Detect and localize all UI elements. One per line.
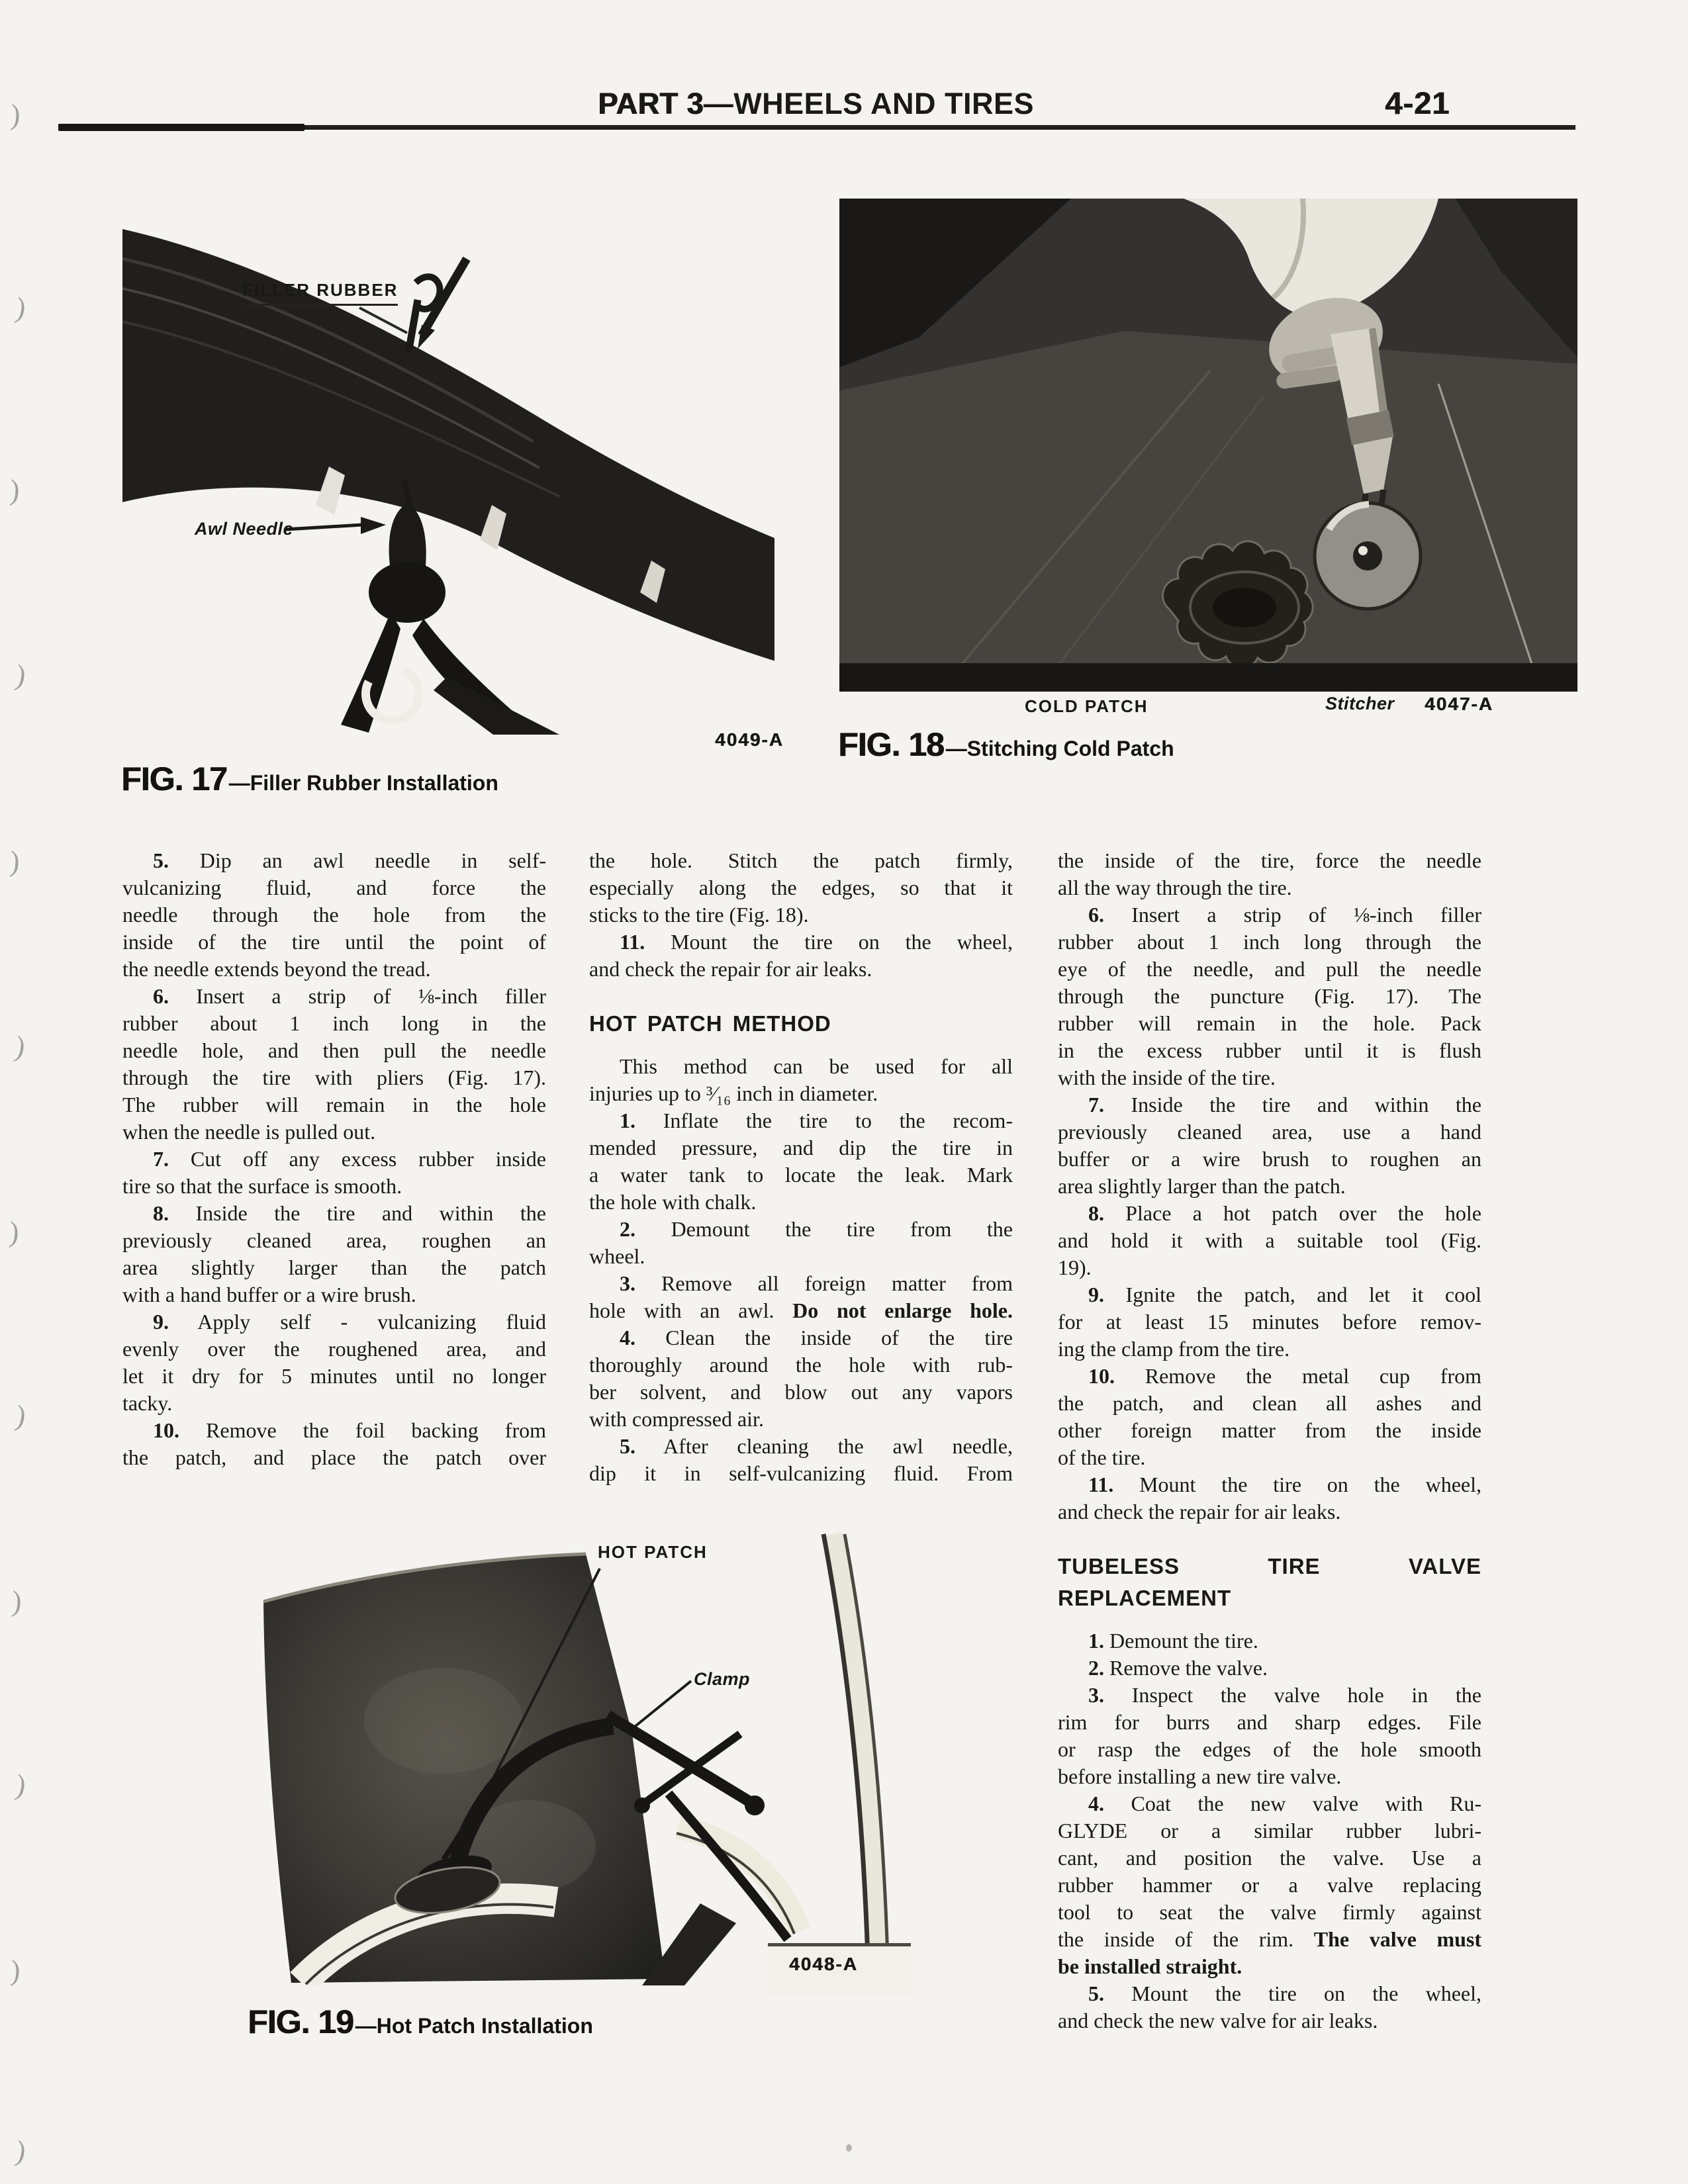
text: eye of the needle, and pull the needle <box>1058 957 1481 981</box>
binding-scan-mark: ) <box>12 1030 28 1064</box>
bold-text: be installed straight. <box>1058 1954 1243 1978</box>
binding-scan-mark: ) <box>9 473 21 507</box>
text-line <box>1058 1417 1481 1444</box>
text-line <box>122 1010 546 1037</box>
bold-text: 8. <box>1088 1201 1104 1225</box>
text-line <box>589 874 1013 901</box>
text: and check the new valve for air leaks. <box>1058 2009 1378 2032</box>
paragraph <box>122 1146 546 1200</box>
text-line <box>122 1118 546 1146</box>
text-line <box>1058 1899 1481 1926</box>
text-line <box>589 1134 1013 1161</box>
text: The rubber will remain in the hole <box>122 1093 546 1116</box>
paragraph <box>1058 847 1481 901</box>
text-line <box>1058 1200 1481 1227</box>
text-line <box>1058 1010 1481 1037</box>
text: Remove the foil backing from <box>179 1418 546 1442</box>
text: of the tire. <box>1058 1445 1146 1469</box>
text: REPLACEMENT <box>1058 1586 1232 1610</box>
text-line <box>589 1189 1013 1216</box>
clamp-annotation: Clamp <box>694 1669 751 1689</box>
paragraph <box>1058 1790 1481 1980</box>
text: dip it in self-vulcanizing fluid. From <box>589 1461 1013 1485</box>
paragraph <box>1058 1200 1481 1281</box>
header-rule-heavy-segment <box>58 124 305 131</box>
text-line <box>589 1460 1013 1487</box>
text-line <box>589 1406 1013 1433</box>
bold-text: 3. <box>1088 1683 1104 1707</box>
text: all the way through the tire. <box>1058 876 1292 899</box>
bold-text: 5. <box>620 1434 635 1458</box>
paragraph <box>1058 1627 1481 1655</box>
binding-scan-mark: ) <box>9 98 22 132</box>
paragraph <box>122 1308 546 1417</box>
text: Ignite the patch, and let it cool <box>1104 1283 1481 1306</box>
text: area slightly larger than the patch <box>122 1255 546 1279</box>
text-line <box>1058 1173 1481 1200</box>
paragraph <box>589 847 1013 929</box>
binding-scan-mark: ) <box>13 2134 28 2168</box>
text-line <box>122 1200 546 1227</box>
text-line <box>589 1216 1013 1243</box>
text: rubber will remain in the hole. Pack <box>1058 1011 1481 1035</box>
text: sticks to the tire (Fig. 18). <box>589 903 809 927</box>
text-line <box>122 983 546 1010</box>
text: hole with an awl. <box>589 1298 793 1322</box>
text-line <box>1058 1227 1481 1254</box>
text-line <box>1058 2007 1481 2034</box>
scan-speck <box>846 2144 852 2152</box>
text: especially along the edges, so that it <box>589 876 1013 899</box>
paragraph <box>589 1053 1013 1107</box>
stitcher-annotation: Stitcher <box>1325 694 1395 713</box>
text: the patch, and place the patch over <box>122 1445 546 1469</box>
text: Dip an awl needle in self- <box>169 848 546 872</box>
text-line <box>122 1444 546 1471</box>
section-title: —WHEELS AND TIRES <box>703 87 1035 120</box>
text-line <box>122 874 546 901</box>
text-line <box>1058 1844 1481 1872</box>
text-line <box>589 1379 1013 1406</box>
text-line <box>122 1281 546 1308</box>
paragraph <box>122 847 546 983</box>
text: thoroughly around the hole with rub- <box>589 1353 1013 1377</box>
binding-scan-mark: ) <box>13 1399 28 1433</box>
text: Cut off any excess rubber inside <box>169 1147 546 1171</box>
bold-text: 4. <box>1088 1792 1104 1815</box>
bold-text: 4. <box>620 1326 635 1349</box>
text-line <box>1058 901 1481 929</box>
text: let it dry for 5 minutes until no longer <box>122 1364 546 1388</box>
paragraph <box>589 1107 1013 1216</box>
paragraph <box>1058 1682 1481 1790</box>
paragraph <box>1058 1980 1481 2034</box>
text-line <box>589 1161 1013 1189</box>
text-line <box>1058 1980 1481 2007</box>
bold-text: 7. <box>153 1147 169 1171</box>
cold-patch-annotation: COLD PATCH <box>1025 696 1149 716</box>
text-line <box>1058 1390 1481 1417</box>
paragraph <box>1058 1281 1481 1363</box>
text-line <box>589 1351 1013 1379</box>
figure-18-photo <box>839 199 1577 692</box>
text-line <box>589 929 1013 956</box>
text-line <box>1058 1682 1481 1709</box>
binding-scan-mark: ) <box>13 659 28 692</box>
text: before installing a new tire valve. <box>1058 1764 1342 1788</box>
text-line <box>589 1324 1013 1351</box>
text-line <box>122 847 546 874</box>
page-title <box>598 87 1034 121</box>
text-line <box>589 1053 1013 1080</box>
paragraph <box>589 1433 1013 1487</box>
text: tool to seat the valve firmly against <box>1058 1900 1481 1924</box>
figure-17-caption-text: —Filler Rubber Installation <box>228 771 498 795</box>
bold-text: 6. <box>1088 903 1104 927</box>
text-line <box>1058 1817 1481 1844</box>
figure-17-caption-number: FIG. 17 <box>121 760 227 797</box>
text: Insert a strip of ⅛-inch filler <box>169 984 546 1008</box>
text-line <box>1058 1709 1481 1736</box>
binding-scan-mark: ) <box>9 844 21 878</box>
figure-19-caption-number: FIG. 19 <box>248 2003 353 2040</box>
text-line <box>1058 1763 1481 1790</box>
text: tacky. <box>122 1391 173 1415</box>
text: through the puncture (Fig. 17). The <box>1058 984 1481 1008</box>
text-line <box>1058 1254 1481 1281</box>
binding-scan-mark: ) <box>13 1768 28 1802</box>
text: Inside the tire and within the <box>169 1201 546 1225</box>
text-line <box>1058 1627 1481 1655</box>
text: rubber about 1 inch long through the <box>1058 930 1481 954</box>
page-number: 4-21 <box>1385 85 1450 120</box>
text: Mount the tire on the wheel, <box>1113 1473 1481 1496</box>
text: evenly over the roughened area, and <box>122 1337 546 1361</box>
text-line <box>1058 1655 1481 1682</box>
text: the needle extends beyond the tread. <box>122 957 431 981</box>
text: Inflate the tire to the recom- <box>635 1109 1013 1132</box>
text: Demount the tire. <box>1104 1629 1258 1653</box>
text-line <box>589 1008 1013 1040</box>
text-line <box>1058 1444 1481 1471</box>
text-line <box>1058 1091 1481 1118</box>
text-line <box>1058 1118 1481 1146</box>
text-line <box>122 1417 546 1444</box>
figure-19-caption-text: —Hot Patch Installation <box>355 2014 593 2038</box>
text-line <box>1058 1064 1481 1091</box>
text-line <box>1058 847 1481 874</box>
text-line <box>122 1254 546 1281</box>
text: through the tire with pliers (Fig. 17). <box>122 1066 546 1089</box>
binding-scan-mark: ) <box>13 291 28 325</box>
text-line <box>589 1270 1013 1297</box>
text: for at least 15 minutes before remov- <box>1058 1310 1481 1334</box>
text-line <box>589 847 1013 874</box>
text: vulcanizing fluid, and force the <box>122 876 546 899</box>
text: Inspect the valve hole in the <box>1104 1683 1481 1707</box>
text-line <box>122 1363 546 1390</box>
text-line <box>122 1336 546 1363</box>
text: buffer or a wire brush to roughen an <box>1058 1147 1481 1171</box>
text: needle through the hole from the <box>122 903 546 927</box>
text: and check the repair for air leaks. <box>589 957 872 981</box>
text: rim for burrs and sharp edges. File <box>1058 1710 1481 1734</box>
bold-text: 10. <box>153 1418 179 1442</box>
figure-17-caption <box>121 760 498 798</box>
paragraph <box>1058 1363 1481 1471</box>
paragraph <box>122 983 546 1146</box>
text: with a hand buffer or a wire brush. <box>122 1283 416 1306</box>
figure-18-code: 4047-A <box>1425 694 1493 714</box>
text: Apply self - vulcanizing fluid <box>169 1310 546 1334</box>
text: cant, and position the valve. Use a <box>1058 1846 1481 1870</box>
paragraph <box>1058 1471 1481 1525</box>
text-line <box>122 1308 546 1336</box>
paragraph <box>122 1417 546 1471</box>
awl-needle-annotation: Awl Needle <box>195 519 294 539</box>
paragraph <box>1058 1655 1481 1682</box>
bold-text: 11. <box>620 930 645 954</box>
figure-17-code: 4049-A <box>715 729 784 750</box>
text: wheel. <box>589 1244 645 1268</box>
text-line <box>1058 1953 1481 1980</box>
text: the patch, and clean all ashes and <box>1058 1391 1481 1415</box>
paragraph <box>1058 901 1481 1091</box>
text: Inside the tire and within the <box>1104 1093 1481 1116</box>
text-line <box>1058 1790 1481 1817</box>
paragraph <box>589 1324 1013 1433</box>
text-line <box>122 1091 546 1118</box>
text-line <box>122 1390 546 1417</box>
text: with the inside of the tire. <box>1058 1066 1276 1089</box>
text: with compressed air. <box>589 1407 764 1431</box>
text: Mount the tire on the wheel, <box>645 930 1013 954</box>
paragraph <box>122 1200 546 1308</box>
text: rubber about 1 inch long in the <box>122 1011 546 1035</box>
text-line <box>122 1173 546 1200</box>
bold-text: 6. <box>153 984 169 1008</box>
bold-text: 9. <box>1088 1283 1104 1306</box>
text: the inside of the tire, force the needle <box>1058 848 1481 872</box>
section-heading <box>589 1008 1013 1040</box>
text-line <box>589 1297 1013 1324</box>
text-line <box>1058 1471 1481 1498</box>
text: when the needle is pulled out. <box>122 1120 376 1144</box>
figure-18-caption <box>838 725 1174 764</box>
text-line <box>1058 1551 1481 1582</box>
text-line <box>589 901 1013 929</box>
section-heading <box>1058 1551 1481 1614</box>
filler-rubber-annotation: FILLER RUBBER <box>242 280 398 306</box>
text: Coat the new valve with Ru- <box>1104 1792 1481 1815</box>
text-line <box>1058 1926 1481 1953</box>
text-line <box>1058 1582 1481 1614</box>
figure-18-caption-number: FIG. 18 <box>838 726 944 763</box>
bold-text: The valve must <box>1313 1927 1481 1951</box>
text: GLYDE or a similar rubber lubri- <box>1058 1819 1481 1843</box>
text: Demount the tire from the <box>635 1217 1013 1241</box>
bold-text: 1. <box>1088 1629 1104 1653</box>
bold-text: 8. <box>153 1201 169 1225</box>
text-line <box>1058 1037 1481 1064</box>
text: TUBELESS TIRE VALVE <box>1058 1554 1481 1578</box>
text: Clean the inside of the tire <box>635 1326 1013 1349</box>
bold-text: 5. <box>1088 1981 1104 2005</box>
text: needle hole, and then pull the needle <box>122 1038 546 1062</box>
text-line <box>1058 983 1481 1010</box>
text-line <box>589 1433 1013 1460</box>
text: This method can be used for all <box>620 1054 1013 1078</box>
text-line <box>1058 1736 1481 1763</box>
part-number-title: PART 3 <box>598 87 704 120</box>
figure-19-code: 4048-A <box>789 1954 858 1974</box>
text-line <box>589 1080 1013 1107</box>
text-line <box>122 1227 546 1254</box>
binding-scan-mark: ) <box>8 1215 21 1249</box>
text: a water tank to locate the leak. Mark <box>589 1163 1013 1187</box>
paragraph <box>1058 1091 1481 1200</box>
text-line <box>589 1243 1013 1270</box>
text: previously cleaned area, use a hand <box>1058 1120 1481 1144</box>
text: area slightly larger than the patch. <box>1058 1174 1346 1198</box>
text-line <box>122 929 546 956</box>
binding-scan-mark: ) <box>9 1954 22 1987</box>
text: and check the repair for air leaks. <box>1058 1500 1341 1524</box>
bold-text: Do not enlarge hole. <box>792 1298 1013 1322</box>
body-column-1 <box>122 847 546 1471</box>
text: injuries up to ³⁄₁₆ inch in diameter. <box>589 1081 878 1105</box>
text-line <box>1058 1363 1481 1390</box>
text-line <box>1058 1872 1481 1899</box>
text-line <box>1058 929 1481 956</box>
text: in the excess rubber until it is flush <box>1058 1038 1481 1062</box>
text: the inside of the rim. <box>1058 1927 1314 1951</box>
bold-text: 9. <box>153 1310 169 1334</box>
figure-17-photo <box>122 195 774 735</box>
text: Remove all foreign matter from <box>635 1271 1013 1295</box>
text-line <box>589 956 1013 983</box>
text: Remove the valve. <box>1104 1656 1268 1680</box>
body-column-2 <box>589 847 1013 1487</box>
text-line <box>1058 1146 1481 1173</box>
text-line <box>1058 874 1481 901</box>
figure-18-caption-text: —Stitching Cold Patch <box>945 737 1174 760</box>
text: or rasp the edges of the hole smooth <box>1058 1737 1481 1761</box>
text: the hole. Stitch the patch firmly, <box>589 848 1013 872</box>
bold-text: 11. <box>1088 1473 1114 1496</box>
text-line <box>589 1107 1013 1134</box>
text-line <box>122 1037 546 1064</box>
text: mended pressure, and dip the tire in <box>589 1136 1013 1160</box>
text: ber solvent, and blow out any vapors <box>589 1380 1013 1404</box>
text: Mount the tire on the wheel, <box>1104 1981 1481 2005</box>
text: rubber hammer or a valve replacing <box>1058 1873 1481 1897</box>
text: Insert a strip of ⅛-inch filler <box>1104 903 1481 927</box>
text-line <box>122 1146 546 1173</box>
text-line <box>1058 1308 1481 1336</box>
text: tire so that the surface is smooth. <box>122 1174 402 1198</box>
text: 19). <box>1058 1255 1092 1279</box>
text: the hole with chalk. <box>589 1190 757 1214</box>
figure-19-caption <box>248 2003 593 2041</box>
bold-text: 5. <box>153 848 169 872</box>
text: After cleaning the awl needle, <box>635 1434 1013 1458</box>
text: previously cleaned area, roughen an <box>122 1228 546 1252</box>
text-line <box>1058 1336 1481 1363</box>
figure-19-photo <box>245 1516 894 1985</box>
text-line <box>1058 1281 1481 1308</box>
text: and hold it with a suitable tool (Fig. <box>1058 1228 1481 1252</box>
text-line <box>1058 956 1481 983</box>
paragraph <box>589 1270 1013 1324</box>
text-line <box>122 1064 546 1091</box>
text: HOT PATCH METHOD <box>589 1011 831 1036</box>
bold-text: 2. <box>620 1217 635 1241</box>
body-column-3 <box>1058 847 1481 2034</box>
paragraph <box>589 1216 1013 1270</box>
bold-text: 2. <box>1088 1656 1104 1680</box>
text-line <box>122 901 546 929</box>
paragraph <box>589 929 1013 983</box>
bold-text: 1. <box>620 1109 635 1132</box>
text-line <box>1058 1498 1481 1525</box>
text: Remove the metal cup from <box>1115 1364 1481 1388</box>
text-line <box>122 956 546 983</box>
text: Place a hot patch over the hole <box>1104 1201 1481 1225</box>
hot-patch-annotation: HOT PATCH <box>598 1542 708 1562</box>
text: ing the clamp from the tire. <box>1058 1337 1290 1361</box>
bold-text: 10. <box>1088 1364 1115 1388</box>
bold-text: 3. <box>620 1271 635 1295</box>
binding-scan-mark: ) <box>11 1584 23 1618</box>
text: inside of the tire until the point of <box>122 930 546 954</box>
bold-text: 7. <box>1088 1093 1104 1116</box>
text: other foreign matter from the inside <box>1058 1418 1481 1442</box>
